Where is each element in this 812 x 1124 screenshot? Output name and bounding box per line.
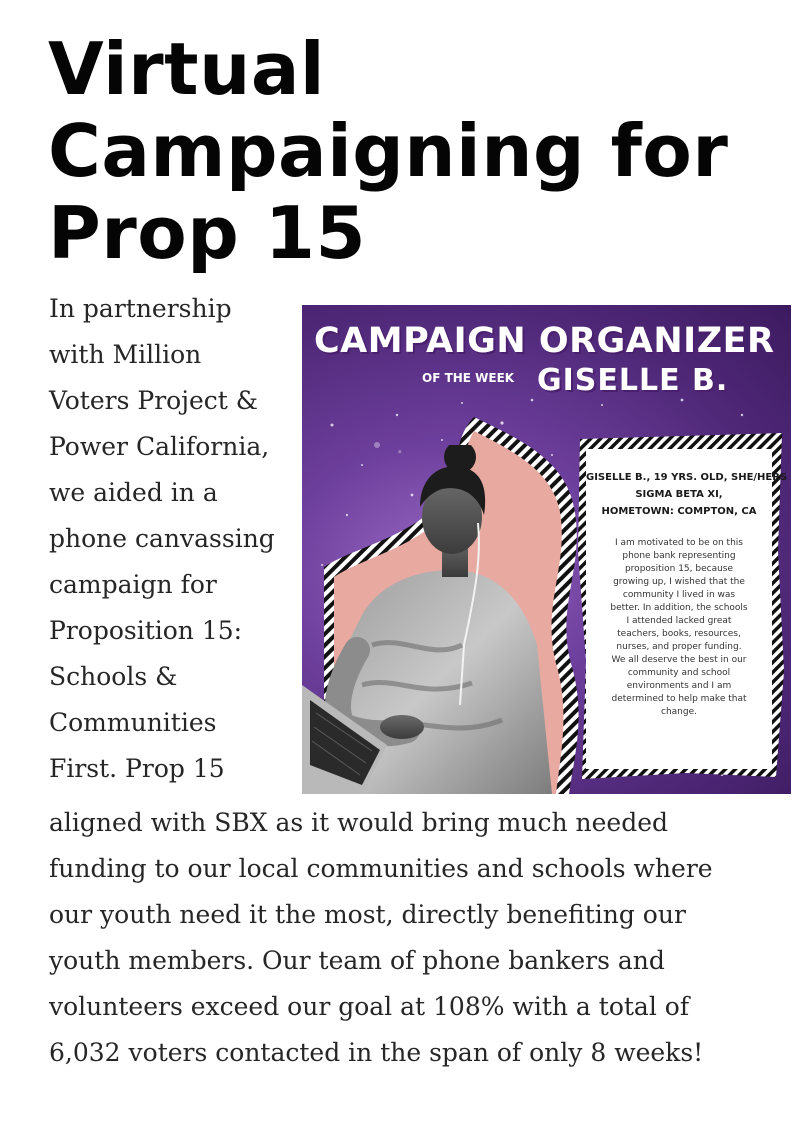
text-line: Communities — [49, 708, 217, 737]
quote-line: environments and I am — [626, 681, 732, 691]
text-line: with Million — [49, 340, 202, 369]
text-line: Voters Project & — [49, 386, 258, 415]
quote-line: community and school — [627, 668, 731, 678]
text-line: we aided in a — [49, 478, 218, 507]
quote-line: better. In addition, the schools — [610, 603, 748, 613]
quote-line: community I lived in was — [622, 590, 736, 600]
text-line: campaign for — [49, 570, 217, 599]
body-paragraph — [49, 800, 799, 1076]
title-line: Prop 15 — [48, 191, 367, 275]
quote-line: growing up, I wished that the — [613, 577, 745, 587]
text-line: First. Prop 15 — [49, 754, 225, 783]
organizer-photo — [302, 445, 552, 794]
text-line: Power California, — [49, 432, 270, 461]
poster-heading: CAMPAIGN ORGANIZER — [314, 321, 775, 361]
quote-line: teachers, books, resources, — [617, 629, 741, 639]
organizer-details — [586, 469, 788, 520]
quote-line: determined to help make that — [611, 694, 747, 704]
quote-line: phone bank representing — [622, 551, 736, 561]
info-card — [576, 431, 786, 781]
intro-paragraph — [49, 286, 304, 792]
text-line: funding to our local communities and schools where — [49, 854, 713, 883]
poster-subheading: OF THE WEEK — [422, 371, 515, 385]
text-line: aligned with SBX as it would bring much needed — [49, 808, 668, 837]
quote-line: nurses, and proper funding. — [616, 642, 742, 652]
info-card-panel — [586, 449, 788, 769]
text-line: Schools & — [49, 662, 178, 691]
text-line: youth members. Our team of phone bankers and — [49, 946, 665, 975]
poster-name: GISELLE B. — [537, 363, 729, 398]
quote-line: proposition 15, because — [624, 564, 734, 574]
title-line: Virtual — [48, 27, 326, 111]
page-title — [48, 28, 788, 274]
text-line: volunteers exceed our goal at 108% with a total of — [49, 992, 690, 1021]
text-line: 6,032 voters contacted in the span of only 8 weeks! — [49, 1038, 704, 1067]
text-line: In partnership — [49, 294, 232, 323]
quote-line: I attended lacked great — [626, 616, 732, 626]
quote-line: I am motivated to be on this — [615, 538, 743, 548]
organizer-quote — [592, 537, 766, 719]
quote-line: We all deserve the best in our — [611, 655, 747, 665]
detail-line: SIGMA BETA XI, — [635, 489, 723, 500]
detail-line: GISELLE B., 19 YRS. OLD, SHE/HERS — [586, 472, 788, 483]
text-line: Proposition 15: — [49, 616, 243, 645]
title-line: Campaigning for — [48, 109, 729, 193]
quote-line: change. — [661, 707, 697, 717]
text-line: our youth need it the most, directly benefiting our — [49, 900, 686, 929]
organizer-poster — [302, 305, 791, 794]
text-line: phone canvassing — [49, 524, 275, 553]
detail-line: HOMETOWN: COMPTON, CA — [601, 506, 757, 517]
